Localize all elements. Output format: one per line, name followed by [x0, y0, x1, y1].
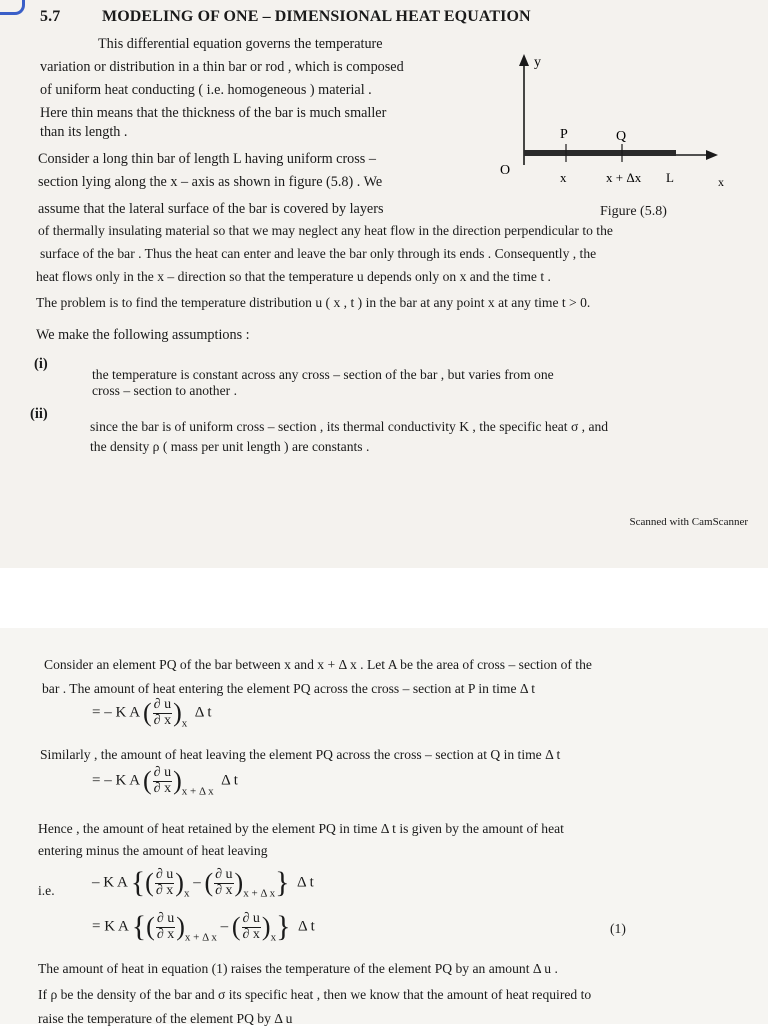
thin-bar [524, 150, 676, 156]
ie-label: i.e. [38, 883, 55, 898]
eq-subscript: x + Δ x [181, 785, 214, 798]
eq-numerator: ∂ u [153, 765, 172, 780]
paragraph-line: entering minus the amount of heat leaving [38, 843, 268, 858]
eq-denominator: ∂ x [153, 780, 172, 796]
paragraph-line: Consider an element PQ of the bar between x and x + Δ x . Let A be the area of cross – section of the [44, 657, 592, 672]
equation-heat-in: = – K A ( $\frac{\partial u}{\partial x}$ )$_x$ Δ t [92, 697, 212, 730]
eq-subscript: x + Δ x [184, 931, 217, 944]
paragraph-line: than its length . [40, 124, 128, 140]
assumption-label: (i) [34, 356, 48, 372]
corner-mark [0, 0, 25, 15]
eq-coefficient: = K A [92, 918, 128, 935]
paragraph-line: If ρ be the density of the bar and σ its specific heat , then we know that the amount of heat required to [38, 987, 592, 1002]
eq-delta-t: Δ t [297, 874, 314, 891]
y-axis-label: y [534, 55, 541, 70]
assumption-text: the temperature is constant across any cross – section of the bar , but varies from one [92, 367, 554, 382]
eq-denominator: ∂ x [156, 926, 175, 942]
eq-denominator: ∂ x [215, 882, 233, 898]
equation-heat-out: = – K A ( $\frac{\partial u}{\partial x}$ )$_{x + \Delta x}$ Δ t [92, 765, 238, 798]
eq-delta-t: Δ t [194, 704, 212, 721]
eq-denominator: ∂ x [155, 882, 174, 898]
eq-subscript: x [183, 887, 190, 900]
eq-numerator: ∂ u [153, 697, 172, 712]
assumption-text: the density ρ ( mass per unit length ) are constants . [90, 439, 370, 454]
paragraph-line: Consider a long thin bar of length L having uniform cross – [38, 151, 376, 167]
paragraph-line: section lying along the x – axis as shown in figure (5.8) . We [38, 174, 383, 190]
tick-x-dx-label: x + Δx [606, 170, 642, 185]
point-p-label: P [560, 127, 568, 142]
equation-heat-retained: – K A {( $\frac{\partial u}{\partial x}$ )$_x$ – ( $\frac{\partial u}{\partial x}$ )$_{x + \Delta x}$} Δ t [92, 866, 314, 900]
section-heading [40, 8, 531, 26]
equation-number: (1) [610, 921, 626, 936]
origin-label: O [500, 163, 511, 178]
paragraph-line: of uniform heat conducting ( i.e. homogeneous ) material . [40, 82, 372, 98]
point-q-label: Q [616, 129, 627, 144]
paragraph-line: surface of the bar . Thus the heat can enter and leave the bar only through its ends . Consequently , the [40, 246, 597, 261]
bar-figure [490, 50, 740, 195]
eq-minus: – [193, 874, 201, 891]
assumption-text: since the bar is of uniform cross – section , its thermal conductivity K , the specific heat σ , and [90, 419, 609, 434]
eq-subscript: x + Δ x [243, 887, 276, 900]
paragraph-line: We make the following assumptions : [36, 327, 250, 343]
assumption-label: (ii) [30, 406, 48, 422]
section-title: MODELING OF ONE – DIMENSIONAL HEAT EQUATION [102, 8, 531, 25]
eq-coefficient: = – K A [92, 704, 140, 721]
paragraph-line: raise the temperature of the element PQ by Δ u [38, 1011, 293, 1026]
paragraph-line: Here thin means that the thickness of the bar is much smaller [40, 105, 387, 121]
equation-1: = K A {( $\frac{\partial u}{\partial x}$ )$_{x + \Delta x}$ – ( $\frac{\partial u}{\partial x}$ )$_x$} Δ t [92, 910, 315, 944]
scan-watermark: Scanned with CamScanner [629, 516, 748, 528]
paragraph-line: of thermally insulating material so that we may neglect any heat flow in the direction perpendicular to the [38, 223, 613, 238]
eq-coefficient: = – K A [92, 772, 140, 789]
eq-numerator: ∂ u [155, 866, 174, 882]
figure-caption: Figure (5.8) [600, 204, 667, 219]
paragraph-line: Hence , the amount of heat retained by the element PQ in time Δ t is given by the amount of heat [38, 821, 564, 836]
section-number: 5.7 [40, 8, 61, 25]
scanned-page-2 [0, 628, 768, 1024]
y-axis-arrow [519, 54, 529, 66]
eq-denominator: ∂ x [153, 712, 172, 728]
eq-denominator: ∂ x [242, 926, 260, 942]
eq-delta-t: Δ t [298, 918, 315, 935]
paragraph-line: The amount of heat in equation (1) raises the temperature of the element PQ by an amount Δ u . [38, 961, 558, 976]
eq-numerator: ∂ u [215, 866, 233, 882]
paragraph-line: Similarly , the amount of heat leaving the element PQ across the cross – section at Q in time Δ t [40, 747, 561, 762]
paragraph-line: The problem is to find the temperature distribution u ( x , t ) in the bar at any point x at any time t > 0. [36, 295, 591, 310]
eq-subscript: x [181, 717, 188, 730]
eq-numerator: ∂ u [156, 910, 175, 926]
eq-coefficient: – K A [92, 874, 128, 891]
eq-numerator: ∂ u [242, 910, 260, 926]
eq-minus: – [220, 918, 229, 935]
tick-x-label: x [560, 170, 567, 185]
assumption-text: cross – section to another . [92, 383, 237, 398]
paragraph-line: bar . The amount of heat entering the element PQ across the cross – section at P in time Δ t [42, 681, 536, 696]
eq-subscript: x [270, 931, 277, 944]
paragraph-line: This differential equation governs the temperature [98, 36, 383, 52]
x-axis-arrow [706, 150, 718, 160]
paragraph-line: variation or distribution in a thin bar or rod , which is composed [40, 59, 404, 75]
paragraph-line: heat flows only in the x – direction so that the temperature u depends only on x and the time t . [36, 269, 551, 284]
x-axis-label: x [718, 175, 724, 189]
tick-l-label: L [666, 170, 674, 185]
eq-delta-t: Δ t [221, 772, 238, 789]
paragraph-line: assume that the lateral surface of the bar is covered by layers [38, 201, 384, 217]
